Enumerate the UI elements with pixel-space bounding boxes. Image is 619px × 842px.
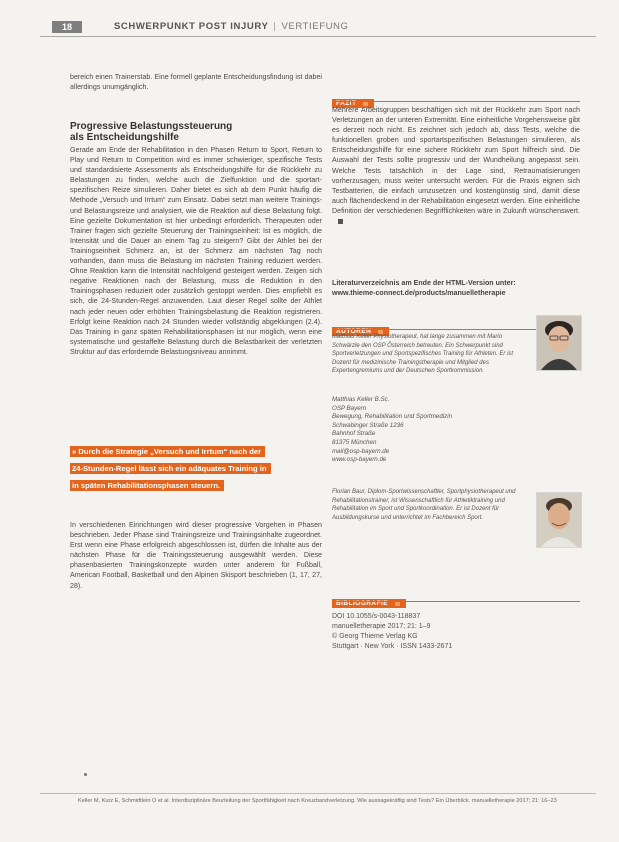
heading-line-1: Progressive Belastungssteuerung	[70, 121, 233, 132]
fazit-text-content: Mehrere Arbeitsgruppen beschäftigen sich mit der Rückkehr zum Sport nach Verletzungen an der unteren Extremität. Eine einheitliche Vorgehensweise gibt es derzeit noch nicht. Es zeichnet sich jedoch ab, dass Tests, welche die funktionellen groben und sportartspezifischen Belastungen simulieren, als Entscheidungshilfe für eine sichere Rückkehr zum Sport hilfreich sind. Die Auswahl der Tests sollte progressiv und der Wundheilung angepasst sein. Welche Tests tatsächlich in der Lage sind, Retraumatisierungen vorherzusagen, muss weiter untersucht werden. Für die Praxis eignen sich Testbatterien, die einfach umzusetzen und kostengünstig sind, damit diese auch flächendeckend in der Rehabilitation eingesetzt werden. Eine einheitliche Definition der verschiedenen Begrifflichkeiten wäre in Zukunft wünschenswert.	[332, 106, 580, 215]
author-2-portrait-icon	[537, 493, 581, 547]
biblio-doi[interactable]: DOI 10.1055/s-0043-118837	[332, 613, 421, 620]
bullet-dot-icon	[84, 773, 87, 776]
running-head	[114, 20, 349, 34]
fazit-text-block	[332, 105, 580, 265]
address-line-5: Bahnhof Straße	[332, 430, 376, 438]
footer-rule	[40, 793, 596, 794]
bibliografie-label: BIBLIOGRAFIE	[332, 599, 406, 608]
bibliografie-block	[332, 612, 580, 652]
end-mark-icon	[338, 219, 343, 224]
highlight-quote	[70, 446, 332, 497]
author-2-bio	[332, 488, 522, 552]
address-email[interactable]: mail@osp-bayern.de	[332, 447, 390, 455]
literature-note	[332, 278, 580, 298]
running-head-subsection: VERTIEFUNG	[281, 21, 349, 32]
literature-link[interactable]: www.thieme-connect.de/products/manuelletherapie	[332, 289, 506, 298]
author-1-photo	[536, 315, 582, 371]
footer-citation: Keller M, Kurz E, Schmidtlein O et al. Interdisziplinäre Beurteilung der Sportfähigkeit nach Kreuzbandverletzung. Wie aussagekräftig sind Tests? Ein Überblick. manuelletherapie 2017; 21: 16–23	[78, 798, 557, 804]
header-rule	[40, 36, 596, 37]
author-2-photo	[536, 492, 582, 548]
body-paragraph	[70, 145, 322, 437]
section-heading	[70, 121, 322, 143]
address-line-3: Bewegung, Rehabilitation und Sportmedizin	[332, 413, 453, 421]
biblio-issn: Stuttgart · New York · ISSN 1433-2671	[332, 643, 453, 650]
address-line-6: 81375 München	[332, 438, 377, 446]
highlight-line-2: 24-Stunden-Regel lässt sich ein adäquates Training in	[70, 463, 271, 474]
fazit-label: FAZIT	[332, 99, 374, 108]
author-1-bio	[332, 333, 522, 385]
intro-paragraph	[70, 72, 322, 92]
autoren-label: AUTOREN	[332, 327, 389, 336]
address-line-4: Schwabinger Straße 1236	[332, 421, 404, 429]
body-text: Gerade am Ende der Rehabilitation in den Phasen Return to Sport, Return to Play und Return to Competition wird es immer schwieriger, spezifische Tests und standardisierte Assessments als Entscheidungshilfe für die Rückkehr zu Belastungen zu finden, welche auch die Zielfunktion und die sportart-spezifischen Reize simulieren. Daher bietet es sich ab dem Punkt häufig die Methode „Versuch und Irrtum“ zum Einsatz. Dabei setzt man weitere Trainings- und Belastungsreize und analysiert, wie die Reaktion auf diese Belastung folgt. Eine gezielte Dokumentation ist hier unbedingt erforderlich. Therapeuten oder Trainer fragen sich gezielte Steuerung der Trainingseinheit: Ist es möglich, die Intensität und die Dauer an einem Tag zu steigern? Gibt der Athlet bei der Trainingseinheit Schmerz an, ist der Schmerz am nächsten Tag noch vorhanden, dann muss die Belastung im nächsten Training reduziert werden. Ohne Reaktion kann die Intensität nachfolgend gesteigert werden. Zeigen sich negative Reaktionen nach der Belastung, muss die Reduktion in den Trainingsphasen reduziert oder zusätzlich gestoppt werden. Dies empfiehlt es sich, die 24-Stunden-Regel anzuwenden. Laut dieser Regel sollte der Athlet nach jeder neuen oder erhöhten Trainingsbelastung die Reaktion registrieren. Erfolgt keine Reaktion nach 24 Stunden wieder vollständig abgeklungen (2.4). Das Training in ganz späten Rehabilitationsphasen ist nur möglich, wenn eine systematische und gestaffelte Belastung durch die Belastbarkeit der verletzten Struktur auf das erfordernde Belastungsniveau annimmt.	[70, 146, 322, 356]
heading-line-2: als Entscheidungshilfe	[70, 132, 179, 143]
page-number: 18	[52, 21, 82, 33]
biblio-publisher: © Georg Thieme Verlag KG	[332, 633, 418, 640]
after-paragraph	[70, 520, 322, 610]
author-1-address	[332, 396, 522, 465]
page-header	[40, 20, 596, 36]
intro-text: bereich einen Trainerstab. Eine formell geplante Entscheidungsfindung ist dabei allerdings unumgänglich.	[70, 73, 322, 92]
address-line-1: Matthias Keller B.Sc.	[332, 396, 390, 403]
running-head-section: SCHWERPUNKT POST INJURY	[114, 21, 269, 32]
literature-line-1: Literaturverzeichnis am Ende der HTML-Version unter:	[332, 279, 516, 287]
highlight-line-3: in späten Rehabilitationsphasen steuern.	[70, 480, 224, 491]
running-head-separator: |	[273, 21, 277, 32]
author-2-bio-text: Florian Baur, Diplom-Sportwissenschaftler, Sportphysiotherapeut und Rehabilitationstrainer, ist Wissenschaftlich für Athletiktraining und Rehabilitation im Sport und Sportkoordination. Er ist Dozent für Ausbildungskurse und unterrichtet im Fachbereich Sport.	[332, 489, 516, 521]
address-website[interactable]: www.osp-bayern.de	[332, 456, 387, 464]
after-text: In verschiedenen Einrichtungen wird dieser progressive Vorgehen in Phasen beschrieben. Jeder Phase sind Trainingsreize und Trainingsinhalte zugeordnet. Erst wenn eine Phase erfolgreich abgeschlossen ist, dürfen die Inhalte aus der nächsten Phase für die Trainingssteuerung ausgewählt werden. Diese phasenbasierten Trainingskonzepte wurden unter anderem für Fußball, American Football, Basketball und den Alpinen Skisport beschrieben (1, 17, 27, 28).	[70, 521, 322, 590]
author-1-portrait-icon	[537, 316, 581, 370]
address-line-2: OSP Bayern	[332, 404, 367, 412]
bibliografie-rule	[332, 601, 580, 602]
author-1-bio-text: Matthias Keller Physiotherapeut, hat lange zusammen mit Mario Schwärzle den OSP Österreich betreuten. Ein Schwerpunkt sind Sportverletzungen und Sportspezifisches Training für Athleten. Er ist Dozent für medizinische Trainingstherapie und Mitglied des Expertengremiums und der Deutschen Sportkommission.	[332, 334, 514, 375]
fazit-text	[332, 105, 580, 226]
biblio-journal: manuelletherapie 2017; 21: 1–9	[332, 623, 431, 630]
fazit-rule	[332, 101, 580, 102]
highlight-line-1: » Durch die Strategie „Versuch und Irrtum“ nach der	[70, 446, 265, 457]
